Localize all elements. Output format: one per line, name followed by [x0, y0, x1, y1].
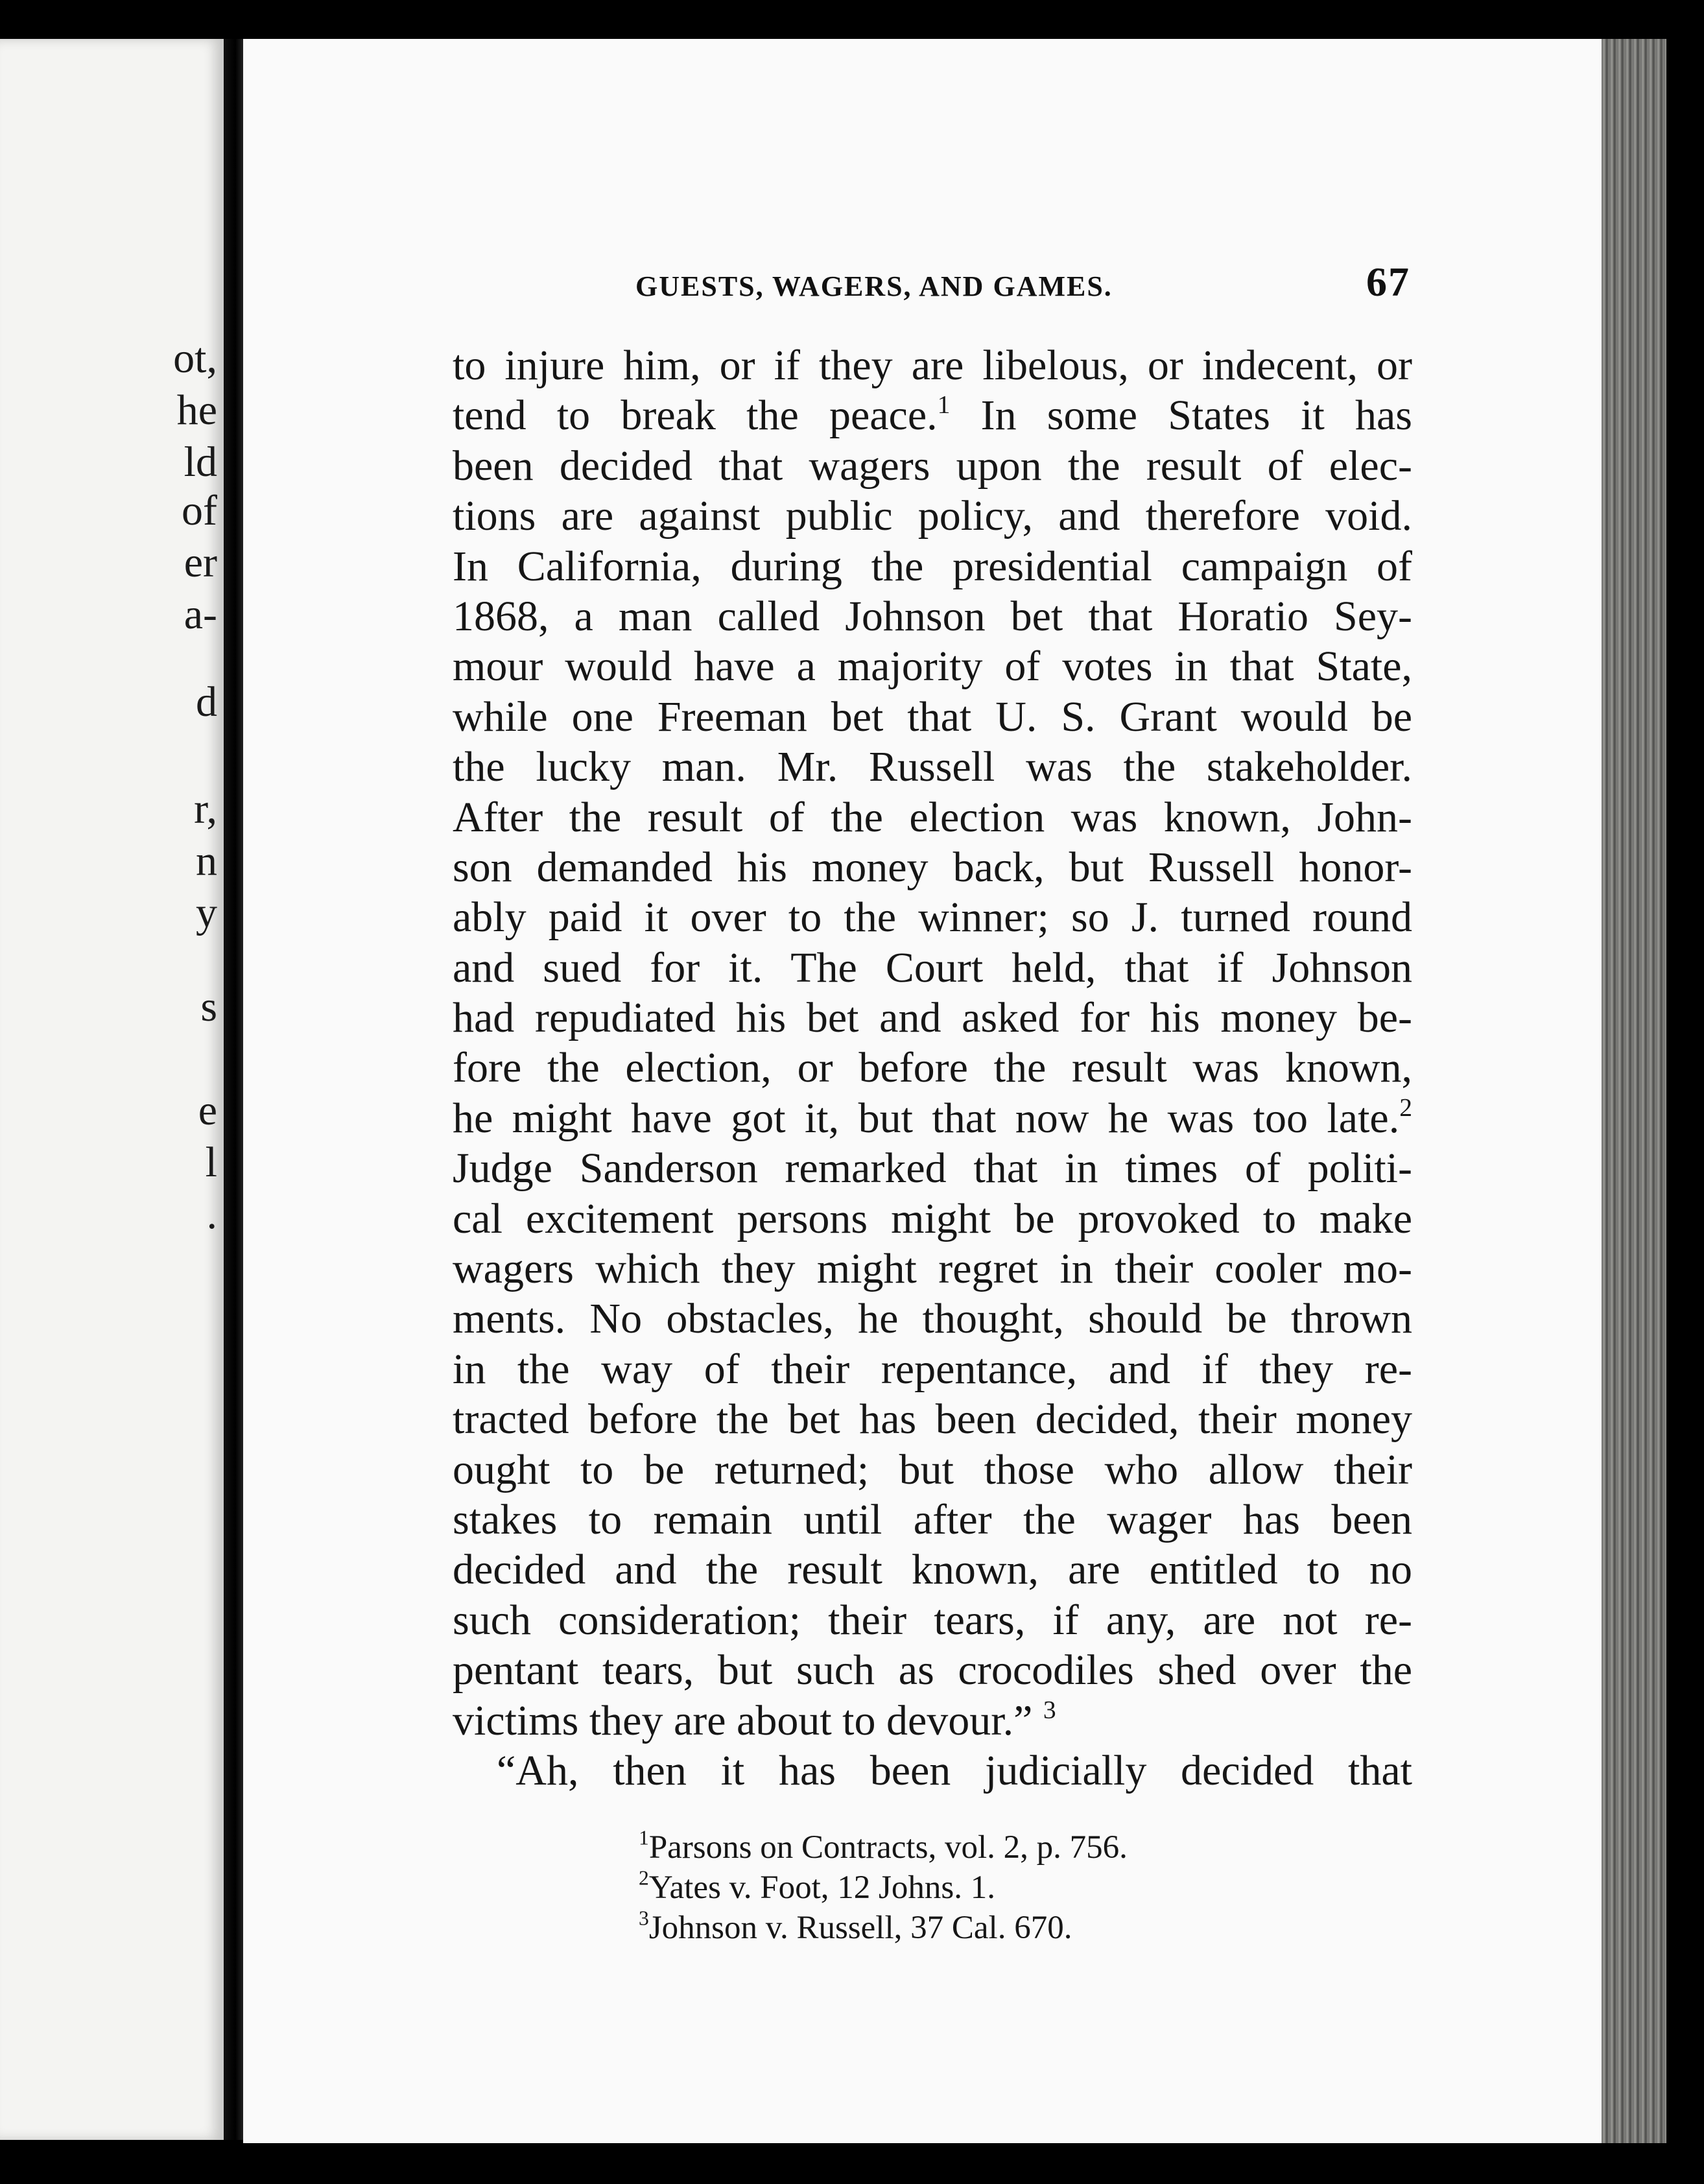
footnote-ref: 1	[937, 390, 951, 419]
footnote	[639, 1827, 1417, 1868]
text-line: such consideration; their tears, if any, are not re-	[453, 1596, 1412, 1644]
text-line-start: tend to break the peace.	[453, 392, 938, 440]
text-line: son demanded his money back, but Russell honor-	[453, 843, 1412, 891]
fragment: l	[205, 1139, 217, 1186]
text-line: ably paid it over to the winner; so J. turned round	[453, 894, 1412, 942]
text-line: the lucky man. Mr. Russell was the stakeholder.	[453, 743, 1412, 791]
footnote-mark: 1	[639, 1826, 649, 1849]
fragment: he	[176, 386, 217, 434]
fragment: of	[182, 487, 217, 534]
text-line: After the result of the election was known, John-	[453, 793, 1412, 841]
fragment: ot,	[173, 335, 217, 382]
text-line: had repudiated his bet and asked for his money be-	[453, 994, 1412, 1042]
text-line: In California, during the presidential campaign of	[453, 542, 1412, 590]
footnote-text: Johnson v. Russell, 37 Cal. 670.	[648, 1910, 1072, 1946]
text-line: wagers which they might regret in their cooler mo-	[453, 1245, 1412, 1293]
text-line-start: he might have got it, but that now he was too late.	[453, 1094, 1400, 1142]
footnote-text: Yates v. Foot, 12 Johns. 1.	[648, 1869, 995, 1906]
text-line: in the way of their repentance, and if they re-	[453, 1345, 1412, 1393]
fragment: ld	[183, 438, 217, 486]
footnote-mark: 3	[639, 1906, 649, 1930]
running-head-title: GUESTS, WAGERS, AND GAMES.	[635, 270, 1113, 302]
text-line	[453, 1093, 1412, 1143]
footnote	[639, 1868, 1417, 1908]
page-number: 67	[1366, 259, 1410, 305]
text-line: pentant tears, but such as crocodiles shed over the	[453, 1646, 1412, 1694]
text-line: to injure him, or if they are libelous, or indecent, or	[453, 342, 1412, 389]
fragment: y	[196, 889, 217, 936]
fragment: d	[196, 678, 217, 726]
fragment: er	[183, 539, 217, 586]
text-line-end: In some States it has	[950, 392, 1412, 440]
text-line: stakes to remain until after the wager has been	[453, 1495, 1412, 1543]
fragment: r,	[194, 785, 217, 833]
text-line: mour would have a majority of votes in that State,	[453, 643, 1412, 691]
text-line: while one Freeman bet that U. S. Grant would be	[453, 693, 1412, 741]
fragment: n	[196, 837, 217, 884]
fragment: .	[206, 1191, 217, 1238]
footnote	[639, 1908, 1417, 1948]
fragment: e	[198, 1087, 217, 1134]
fragment: s	[200, 983, 217, 1030]
text-line: been decided that wagers upon the result of elec-	[453, 442, 1412, 490]
text-line: decided and the result known, are entitled to no	[453, 1546, 1412, 1594]
text-line	[453, 390, 1412, 440]
footnotes	[639, 1827, 1417, 1948]
footnote-text: Parsons on Contracts, vol. 2, p. 756.	[648, 1829, 1128, 1866]
text-line: and sued for it. The Court held, that if Johnson	[453, 944, 1412, 991]
running-head	[454, 258, 1410, 306]
text-line: “Ah, then it has been judicially decided that	[497, 1746, 1412, 1794]
background-edge	[1666, 26, 1704, 2184]
text-line-start: victims they are about to devour.”	[453, 1696, 1033, 1744]
footnote-ref: 2	[1399, 1093, 1412, 1122]
body-text	[453, 340, 1412, 1796]
text-line	[453, 1696, 1412, 1746]
text-line: tracted before the bet has been decided, their money	[453, 1395, 1412, 1443]
page-block-edge	[1602, 39, 1666, 2143]
text-line: ments. No obstacles, he thought, should be thrown	[453, 1295, 1412, 1343]
book-gutter	[224, 39, 243, 2140]
fragment: a-	[183, 591, 217, 638]
text-line: Judge Sanderson remarked that in times of politi-	[453, 1145, 1412, 1193]
text-line: cal excitement persons might be provoked to make	[453, 1194, 1412, 1242]
facing-page-left	[0, 39, 224, 2140]
footnote-ref: 3	[1043, 1694, 1056, 1724]
text-line: fore the election, or before the result was known,	[453, 1044, 1412, 1092]
text-line: tions are against public policy, and therefore void.	[453, 492, 1412, 540]
text-line: ought to be returned; but those who allow their	[453, 1445, 1412, 1493]
text-line: 1868, a man called Johnson bet that Horatio Sey-	[453, 592, 1412, 640]
footnote-mark: 2	[639, 1866, 649, 1890]
